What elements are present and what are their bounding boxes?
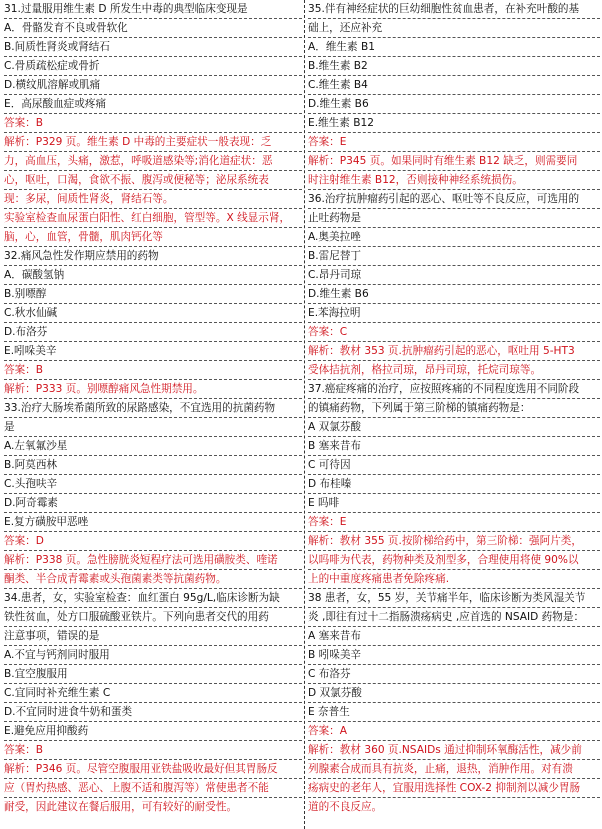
question-stem: 础上，还应补充 [308,19,600,38]
option-e: E．高尿酸血症或疼痛 [4,95,302,114]
option-b: B.间质性肾炎或肾结石 [4,38,302,57]
question-stem: 38 患者，女，55 岁，关节痛半年，临床诊断为类风湿关节 [308,589,600,608]
option-c: C.维生素 B4 [308,76,600,95]
answer: 答案：B [4,741,302,760]
explanation-line: 解析：教材 353 页.抗肿瘤药引起的恶心，呕吐用 5-HT3 [308,342,600,361]
explanation-line: 解析：教材 360 页.NSAIDs 通过抑制环氧酶活性，减少前 [308,741,600,760]
right-column [308,0,600,829]
question-stem: 止吐药物是 [308,209,600,228]
option-a: A.奥美拉唑 [308,228,600,247]
option-d: D.横纹肌溶解或肌痛 [4,76,302,95]
option-c: C 布洛芬 [308,665,600,684]
explanation-line: 心，呕吐，口渴，食欲不振、腹泻或便秘等；泌尿系统表 [4,171,302,190]
explanation-line: 解析：P333 页。别嘌醇痛风急性期禁用。 [4,380,302,399]
option-d: D.布洛芬 [4,323,302,342]
explanation-line: 解析：P338 页。急性膀胱炎短程疗法可选用磺胺类、喹诺 [4,551,302,570]
question-stem: 33.治疗大肠埃希菌所致的尿路感染，不宜选用的抗菌药物 [4,399,302,418]
option-b: B.雷尼替丁 [308,247,600,266]
option-c: C 可待因 [308,456,600,475]
explanation-line: 道的不良反应。 [308,801,383,813]
explanation-line: 列腺素合成而具有抗炎，止痛，退热，消肿作用。对有溃 [308,760,600,779]
question-stem: 铁性贫血，处方口服硫酸亚铁片。下列向患者交代的用药 [4,608,302,627]
column-divider [304,0,305,829]
option-a: A.左氧氟沙星 [4,437,302,456]
option-c: C.头孢呋辛 [4,475,302,494]
option-b: B.宜空腹服用 [4,665,302,684]
option-b: B 吲哚美辛 [308,646,600,665]
question-stem: 是 [4,418,302,437]
option-e: E 奈普生 [308,703,600,722]
option-e: E.吲哚美辛 [4,342,302,361]
explanation-line: 现：多尿，间质性肾炎，肾结石等。 [4,190,302,209]
question-stem: 32.痛风急性发作期应禁用的药物 [4,247,302,266]
explanation-line: 以吗啡为代表，药物种类及剂型多，合理使用将使 90%以 [308,551,600,570]
explanation-line: 时注射维生素 B12，否则接种神经系统损伤。 [308,171,600,190]
option-b: B.维生素 B2 [308,57,600,76]
question-stem: 35.伴有神经症状的巨幼细胞性贫血患者，在补充叶酸的基 [308,0,600,19]
answer: 答案：A [308,722,600,741]
option-e: E.复方磺胺甲恶唑 [4,513,302,532]
option-d: D.维生素 B6 [308,285,600,304]
answer: 答案：C [308,323,600,342]
explanation-line: 解析：P329 页。维生素 D 中毒的主要症状一般表现：乏 [4,133,302,152]
explanation-line: 脑，心，血管，骨髓，肌肉钙化等 [4,228,302,247]
option-c: C.宜同时补充维生素 C [4,684,302,703]
answer: 答案：D [4,532,302,551]
explanation-line: 应（胃灼热感、恶心、上腹不适和腹泻等）常使患者不能 [4,779,302,798]
explanation-line: 力，高血压，头痛，激惹，呼吸道感染等;消化道症状：恶 [4,152,302,171]
option-a: A.不宜与钙剂同时服用 [4,646,302,665]
option-c: C.秋水仙碱 [4,304,302,323]
option-e: E.苯海拉明 [308,304,600,323]
option-a: A 塞来昔布 [308,627,600,646]
option-a: A．维生素 B1 [308,38,600,57]
option-a: A．骨骼发育不良或骨软化 [4,19,302,38]
explanation-line: 实验室检查血尿蛋白阳性、红白细胞，管型等。X 线显示肾， [4,209,302,228]
explanation-line: 耐受，因此建议在餐后服用，可有较好的耐受性。 [4,801,238,813]
explanation-line: 解析：P345 页。如果同时有维生素 B12 缺乏，则需要同 [308,152,600,171]
explanation-line: 解析：P346 页。尽管空腹服用亚铁盐吸收最好但其胃肠反 [4,760,302,779]
option-b: B.阿莫西林 [4,456,302,475]
option-d: D.不宜同时进食牛奶和蛋类 [4,703,302,722]
option-e: E.避免应用抑酸药 [4,722,302,741]
explanation-line: 疡病史的老年人，宜服用选择性 COX-2 抑制剂以减少胃肠 [308,779,600,798]
option-e: E.维生素 B12 [308,114,600,133]
question-stem: 31.过量服用维生素 D 所发生中毒的典型临床变现是 [4,0,302,19]
question-stem: 注意事项，错误的是 [4,627,302,646]
question-stem: 炎 ,即往有过十二指肠溃疡病史 ,应首选的 NSAID 药物是： [308,608,600,627]
option-d: D.阿奇霉素 [4,494,302,513]
answer: 答案：B [4,361,302,380]
left-column [4,0,302,829]
explanation-line: 上的中重度疼痛患者免除疼痛. [308,570,600,589]
option-c: C.骨质疏松症或骨折 [4,57,302,76]
answer: 答案：E [308,133,600,152]
question-stem: 36.治疗抗肿瘤药引起的恶心、呕吐等不良反应，可选用的 [308,190,600,209]
option-b: B.别嘌醇 [4,285,302,304]
explanation-line: 酮类、半合成青霉素或头孢菌素类等抗菌药物。 [4,570,302,589]
option-e: E 吗啡 [308,494,600,513]
option-d: D 双氯芬酸 [308,684,600,703]
option-a: A 双氯芬酸 [308,418,600,437]
option-d: D.维生素 B6 [308,95,600,114]
option-c: C.昂丹司琼 [308,266,600,285]
answer: 答案：E [308,513,600,532]
answer: 答案：B [4,114,302,133]
option-b: B 塞来昔布 [308,437,600,456]
question-stem: 的镇痛药物，下列属于第三阶梯的镇痛药物是： [308,399,600,418]
explanation-line: 解析：教材 355 页.按阶梯给药中，第三阶梯：强阿片类， [308,532,600,551]
explanation-line: 受体拮抗剂，格拉司琼，昂丹司琼，托烷司琼等。 [308,361,600,380]
question-stem: 34.患者，女，实验室检查：血红蛋白 95g/L,临床诊断为缺 [4,589,302,608]
option-d: D 布桂嗪 [308,475,600,494]
option-a: A．碳酸氢钠 [4,266,302,285]
question-stem: 37.癌症疼痛的治疗，应按照疼痛的不同程度选用不同阶段 [308,380,600,399]
